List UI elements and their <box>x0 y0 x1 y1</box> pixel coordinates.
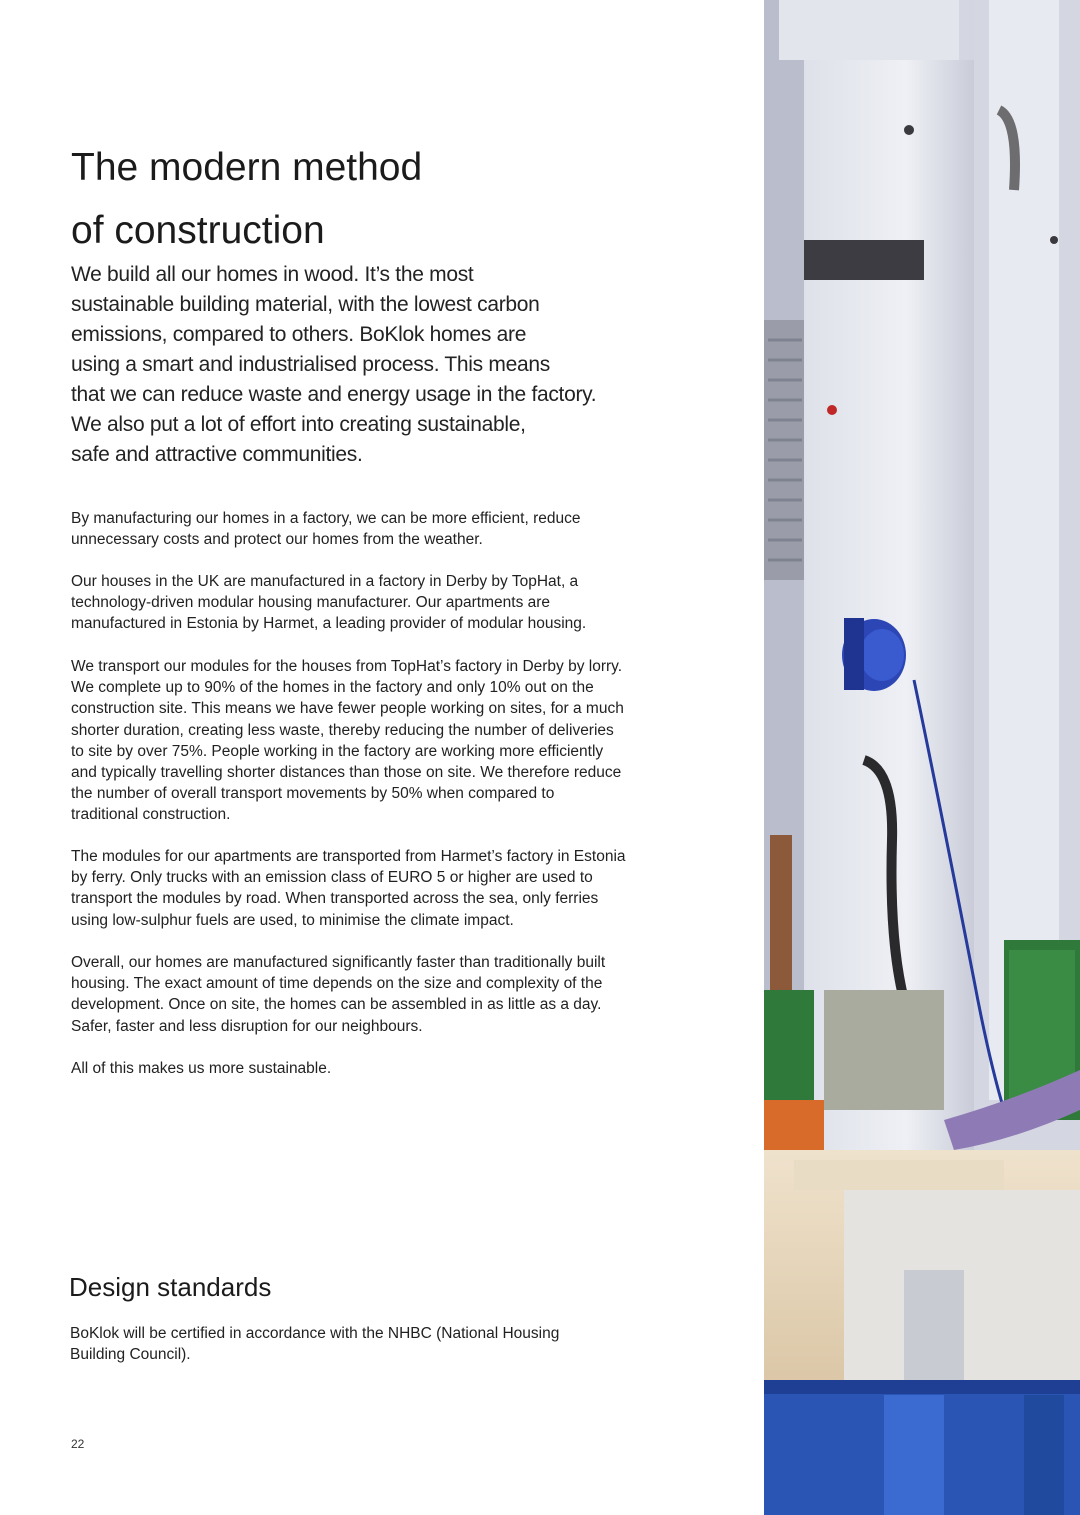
body-paragraph <box>71 508 691 550</box>
page-number: 22 <box>71 1437 85 1451</box>
body-line: the number of overall transport movements by 50% when compared to <box>71 785 555 803</box>
body-paragraph <box>71 1058 691 1079</box>
lead-line: safe and attractive communities. <box>71 443 363 466</box>
body-line: and typically travelling shorter distances than those on site. We therefore reduce <box>71 764 622 782</box>
title-line: The modern method <box>71 146 423 189</box>
body-line: We transport our modules for the houses from TopHat’s factory in Derby by lorry. <box>71 658 623 675</box>
body-paragraph <box>71 571 691 635</box>
lead-line: We build all our homes in wood. It’s the most <box>71 263 474 286</box>
lead-line: that we can reduce waste and energy usage in the factory. <box>71 383 597 406</box>
page-title <box>71 136 631 262</box>
body-line: Building Council). <box>70 1346 191 1364</box>
factory-photo-illustration <box>764 0 1080 1515</box>
lead-line: using a smart and industrialised process. This means <box>71 353 550 376</box>
body-line: BoKlok will be certified in accordance with the NHBC (National Housing <box>70 1325 560 1342</box>
body-line: to site by over 75%. People working in the factory are working more efficiently <box>71 742 604 760</box>
design-standards-text <box>70 1323 690 1365</box>
body-paragraph <box>71 846 691 931</box>
body-line: development. Once on site, the homes can be assembled in as little as a day. <box>71 996 602 1014</box>
body-line: housing. The exact amount of time depends on the size and complexity of the <box>71 975 603 993</box>
body-line: By manufacturing our homes in a factory, we can be more efficient, reduce <box>71 510 581 527</box>
body-paragraph <box>71 656 691 826</box>
body-line: manufactured in Estonia by Harmet, a leading provider of modular housing. <box>71 615 587 633</box>
lead-line: We also put a lot of effort into creating sustainable, <box>71 413 526 436</box>
body-line: unnecessary costs and protect our homes from the weather. <box>71 531 483 549</box>
lead-line: emissions, compared to others. BoKlok homes are <box>71 323 527 346</box>
body-line: by ferry. Only trucks with an emission class of EURO 5 or higher are used to <box>71 869 593 887</box>
body-line: Safer, faster and less disruption for our neighbours. <box>71 1017 423 1035</box>
body-line: The modules for our apartments are transported from Harmet’s factory in Estonia <box>71 848 626 865</box>
body-line: All of this makes us more sustainable. <box>71 1060 332 1077</box>
lead-line: sustainable building material, with the lowest carbon <box>71 293 540 316</box>
body-line: technology-driven modular housing manufacturer. Our apartments are <box>71 594 551 612</box>
lead-paragraph <box>71 260 671 470</box>
body-line: Overall, our homes are manufactured significantly faster than traditionally built <box>71 954 606 971</box>
body-line: We complete up to 90% of the homes in the factory and only 10% out on the <box>71 679 594 697</box>
section-heading: Design standards <box>69 1272 272 1302</box>
factory-photo <box>764 0 1080 1515</box>
body-line: using low-sulphur fuels are used, to minimise the climate impact. <box>71 911 514 929</box>
body-line: shorter duration, creating less waste, thereby reducing the number of deliveries <box>71 721 614 739</box>
title-line: of construction <box>71 209 325 252</box>
body-line: Our houses in the UK are manufactured in a factory in Derby by TopHat, a <box>71 573 579 590</box>
body-line: transport the modules by road. When transported across the sea, only ferries <box>71 890 599 908</box>
body-line: construction site. This means we have fewer people working on sites, for a much <box>71 700 624 718</box>
body-line: traditional construction. <box>71 806 231 824</box>
body-paragraph <box>71 952 691 1037</box>
